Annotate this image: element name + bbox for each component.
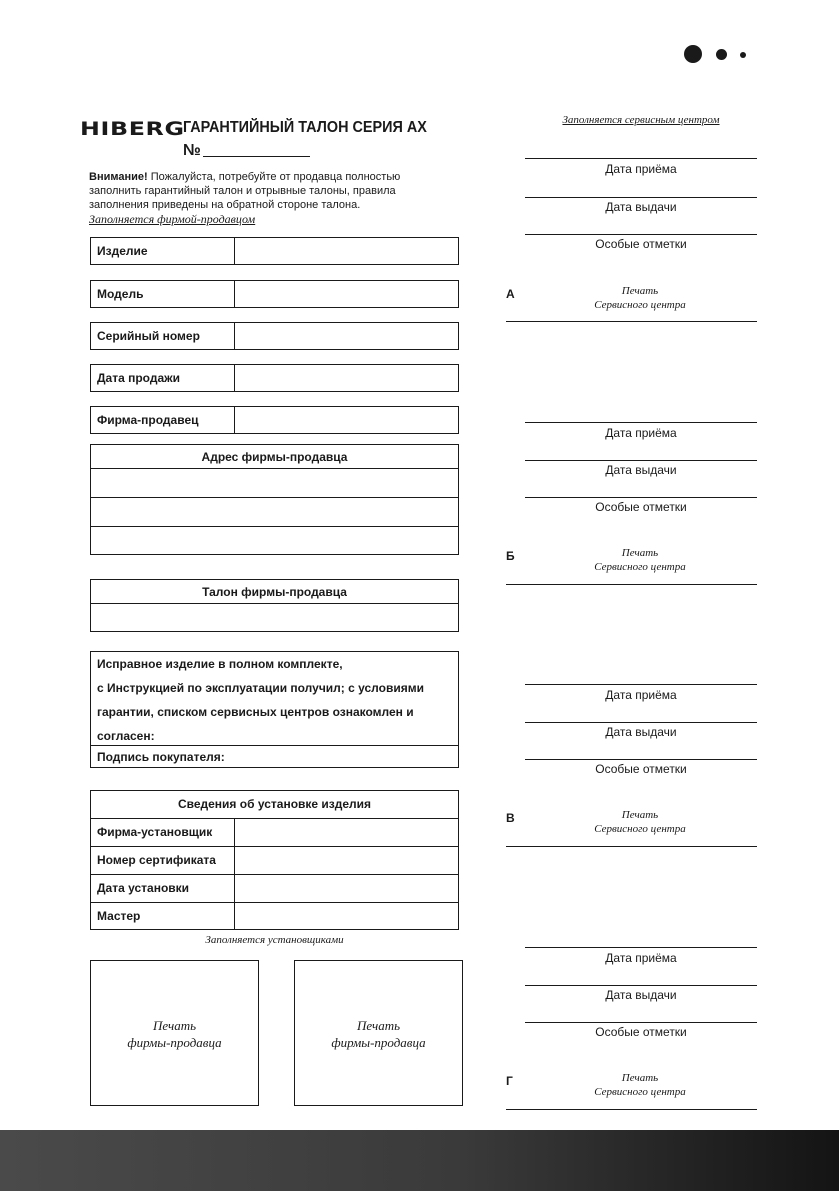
service-seal-g [560, 1071, 720, 1099]
stamp-right-line-1: Печать [357, 1018, 400, 1033]
seller-stamp-box-right [294, 960, 463, 1106]
product-label: Изделие [97, 244, 148, 258]
service-seal-v [560, 808, 720, 836]
installation-block [90, 790, 459, 930]
issued-date-label-g: Дата выдачи [605, 988, 677, 1002]
serial-field[interactable] [90, 322, 459, 350]
service-seal-b [560, 546, 720, 574]
page-title: ГАРАНТИЙНЫЙ ТАЛОН СЕРИЯ АХ [183, 119, 427, 136]
number-field-line[interactable] [203, 156, 310, 157]
seller-coupon-title: Талон фирмы-продавца [202, 585, 347, 599]
serial-label: Серийный номер [97, 329, 200, 343]
section-letter-b: Б [506, 549, 515, 563]
seller-fill-note: Заполняется фирмой-продавцом [89, 212, 256, 226]
received-date-label-b: Дата приёма [605, 426, 677, 440]
notes-label-g: Особые отметки [595, 1025, 687, 1039]
master-label: Мастер [97, 909, 141, 923]
seller-label: Фирма-продавец [97, 413, 199, 427]
seal-v-line-2: Сервисного центра [594, 823, 686, 835]
seal-g-line-1: Печать [621, 1072, 659, 1084]
warning-text [89, 170, 449, 227]
medium-dot-icon [716, 49, 727, 60]
issued-date-label-v: Дата выдачи [605, 725, 677, 739]
acceptance-block [90, 651, 459, 768]
stamp-left-line-2: фирмы-продавца [127, 1035, 222, 1050]
installation-date-label: Дата установки [97, 881, 190, 895]
certificate-number-label: Номер сертификата [97, 853, 216, 867]
notes-label-b: Особые отметки [595, 500, 687, 514]
product-field[interactable] [90, 237, 459, 265]
sale-date-label: Дата продажи [97, 371, 181, 385]
buyer-signature-label: Подпись покупателя: [97, 750, 225, 764]
section-letter-v: В [506, 811, 515, 825]
small-dot-icon [740, 52, 746, 58]
seller-field[interactable] [90, 406, 459, 434]
service-seal-a [560, 284, 720, 312]
large-dot-icon [684, 45, 702, 63]
section-letter-a: А [506, 287, 515, 301]
seal-a-line-2: Сервисного центра [594, 299, 686, 311]
seal-b-line-2: Сервисного центра [594, 561, 686, 573]
installer-fill-note: Заполняется установщиками [205, 934, 344, 946]
received-date-label-g: Дата приёма [605, 951, 677, 965]
acceptance-line-1: Исправное изделие в полном комплекте, [97, 657, 343, 671]
number-label: № [183, 142, 201, 159]
issued-date-label-a: Дата выдачи [605, 200, 677, 214]
warning-bold: Внимание! [89, 171, 148, 183]
seller-address-block [90, 444, 459, 555]
seller-stamp-box-left [90, 960, 259, 1106]
notes-label-v: Особые отметки [595, 762, 687, 776]
installer-firm-label: Фирма-установщик [97, 825, 213, 839]
acceptance-line-2: с Инструкцией по эксплуатации получил; с условиями [97, 681, 424, 695]
warning-body: Пожалуйста, потребуйте от продавца полностью заполнить гарантийный талон и отрывные талоны, правила заполнения приведены на обратной стороне талона. [89, 171, 401, 211]
seller-coupon-block [90, 579, 459, 632]
seal-v-line-1: Печать [621, 809, 659, 821]
service-fill-note: Заполняется сервисным центром [562, 114, 720, 126]
stamp-left-line-1: Печать [153, 1018, 196, 1033]
notes-label-a: Особые отметки [595, 237, 687, 251]
installation-title: Сведения об установке изделия [177, 797, 372, 811]
seal-g-line-2: Сервисного центра [594, 1086, 686, 1098]
footer-band [0, 1130, 839, 1191]
seal-b-line-1: Печать [621, 547, 659, 559]
received-date-label-a: Дата приёма [605, 162, 677, 176]
seal-a-line-1: Печать [621, 285, 659, 297]
section-letter-g: Г [506, 1074, 513, 1088]
received-date-label-v: Дата приёма [605, 688, 677, 702]
seller-address-title: Адрес фирмы-продавца [201, 450, 348, 464]
model-field[interactable] [90, 280, 459, 308]
model-label: Модель [97, 287, 144, 301]
acceptance-line-3: гарантии, списком сервисных центров ознакомлен и [97, 705, 414, 719]
stamp-right-line-2: фирмы-продавца [331, 1035, 426, 1050]
issued-date-label-b: Дата выдачи [605, 463, 677, 477]
sale-date-field[interactable] [90, 364, 459, 392]
brand-logo: HIBERG [80, 118, 185, 140]
acceptance-line-4: согласен: [97, 729, 155, 743]
